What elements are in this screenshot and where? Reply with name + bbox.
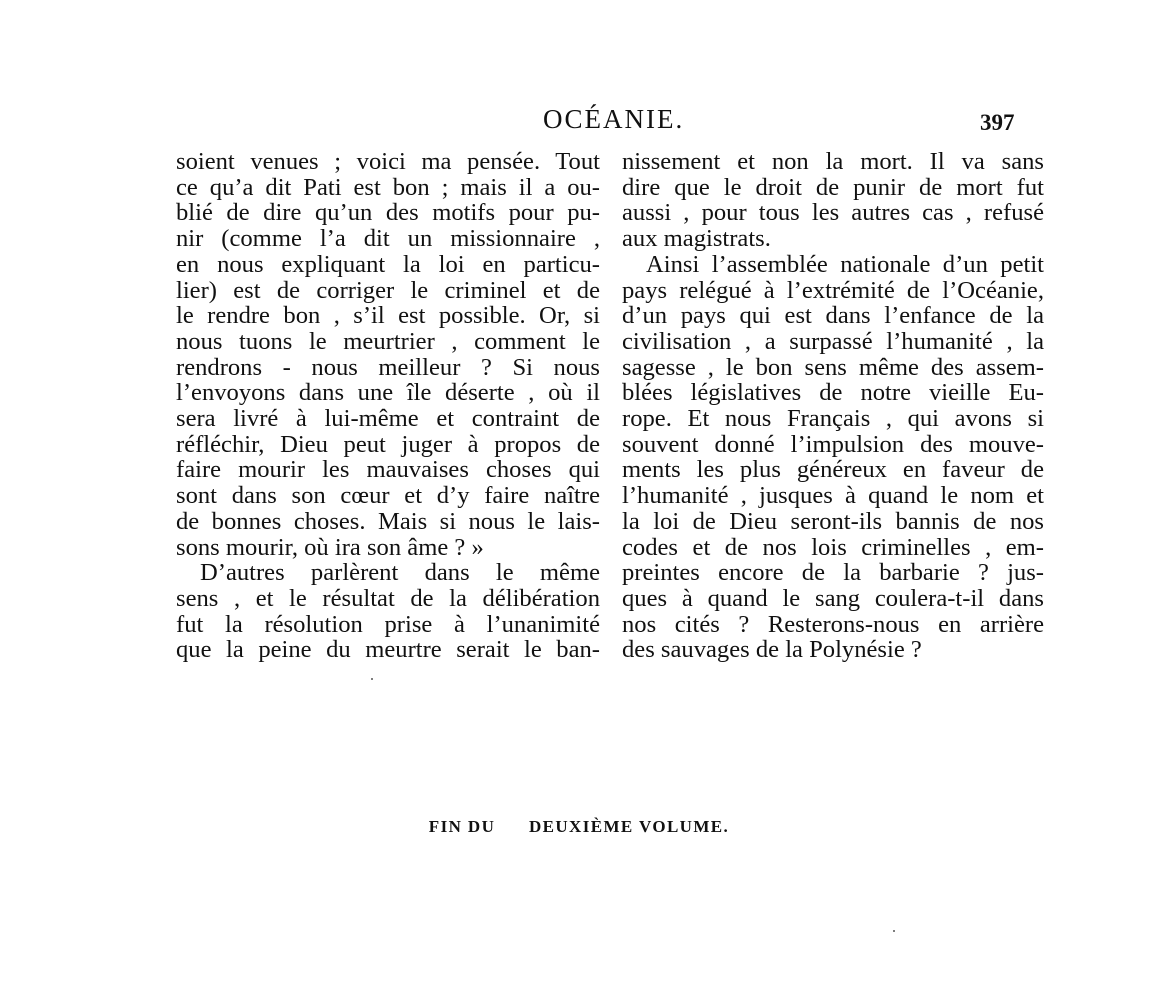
text-line: D’autres parlèrent dans le même <box>200 559 600 587</box>
text-line: codes et de nos lois criminelles , em- <box>622 533 1044 561</box>
text-line: nos cités ? Resterons-nous en arrière <box>622 610 1044 638</box>
text-line: l’humanité , jusques à quand le nom et <box>622 482 1044 510</box>
text-line: lier) est de corriger le criminel et de <box>176 276 600 304</box>
page-title: OCÉANIE. <box>543 104 685 134</box>
running-head <box>0 104 1158 138</box>
end-mark-part2: DEUXIÈME VOLUME. <box>528 817 730 836</box>
text-line: sens , et le résultat de la délibération <box>176 584 600 612</box>
text-line: sagesse , le bon sens même des assem- <box>622 353 1044 381</box>
text-line: rope. Et nous Français , qui avons si <box>622 405 1044 433</box>
text-line: sons mourir, où ira son âme ? » <box>176 533 484 561</box>
text-line: blées législatives de notre vieille Eu- <box>622 379 1044 407</box>
text-line: nous tuons le meurtrier , comment le <box>176 327 600 355</box>
text-line: aux magistrats. <box>622 225 771 253</box>
text-line: dire que le droit de punir de mort fut <box>622 173 1044 201</box>
text-line: en nous expliquant la loi en particu- <box>176 250 600 278</box>
text-line: civilisation , a surpassé l’humanité , la <box>622 327 1044 355</box>
text-line: blié de dire qu’un des motifs pour pu- <box>176 199 600 227</box>
paper-speck <box>893 930 895 932</box>
text-line: aussi , pour tous les autres cas , refusé <box>622 199 1044 227</box>
text-line: l’envoyons dans une île déserte , où il <box>176 379 600 407</box>
paper-speck <box>371 678 373 680</box>
text-line: ques à quand le sang coulera-t-il dans <box>622 584 1044 612</box>
text-line: preintes encore de la barbarie ? jus- <box>622 559 1044 587</box>
text-line: sera livré à lui-même et contraint de <box>176 405 600 433</box>
text-column-left <box>176 149 600 663</box>
text-line: faire mourir les mauvaises choses qui <box>176 456 600 484</box>
text-line: nir (comme l’a dit un missionnaire , <box>176 225 600 253</box>
text-line: ce qu’a dit Pati est bon ; mais il a ou- <box>176 173 600 201</box>
text-line: la loi de Dieu seront-ils bannis de nos <box>622 507 1044 535</box>
text-line: fut la résolution prise à l’unanimité <box>176 610 600 638</box>
text-line: le rendre bon , s’il est possible. Or, si <box>176 302 600 330</box>
text-line: souvent donné l’impulsion des mouve- <box>622 430 1044 458</box>
text-line: que la peine du meurtre serait le ban- <box>176 636 600 664</box>
text-line: Ainsi l’assemblée nationale d’un petit <box>646 250 1044 278</box>
text-line: rendrons - nous meilleur ? Si nous <box>176 353 600 381</box>
page-number: 397 <box>980 110 1015 135</box>
text-line: réfléchir, Dieu peut juger à propos de <box>176 430 600 458</box>
end-of-volume-mark <box>0 817 1158 837</box>
text-line: sont dans son cœur et d’y faire naître <box>176 482 600 510</box>
text-line: pays relégué à l’extrémité de l’Océanie, <box>622 276 1044 304</box>
text-column-right <box>622 149 1044 663</box>
text-line: de bonnes choses. Mais si nous le lais- <box>176 507 600 535</box>
text-line: soient venues ; voici ma pensée. Tout <box>176 148 600 175</box>
text-line: des sauvages de la Polynésie ? <box>622 636 922 664</box>
text-line: d’un pays qui est dans l’enfance de la <box>622 302 1044 330</box>
end-mark-part1: FIN DU <box>428 817 496 836</box>
text-line: nissement et non la mort. Il va sans <box>622 148 1044 175</box>
text-line: ments les plus généreux en faveur de <box>622 456 1044 484</box>
